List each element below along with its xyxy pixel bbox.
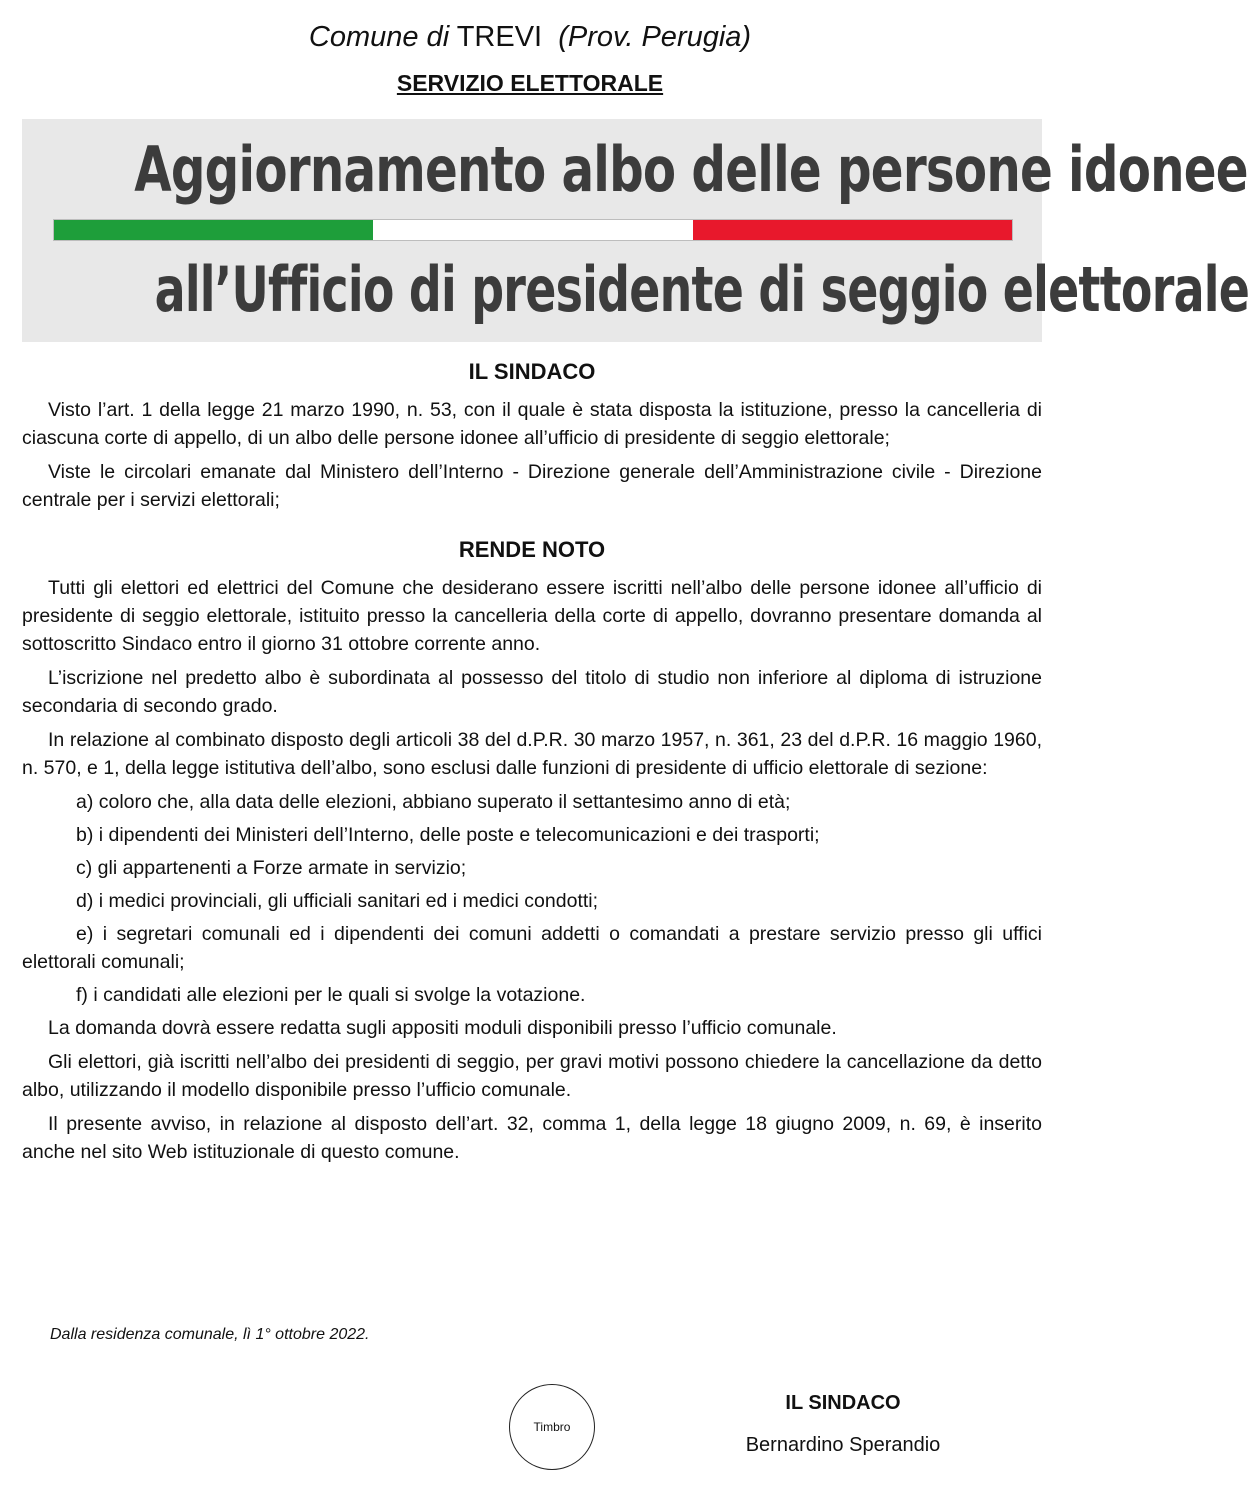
list-item: d) i medici provinciali, gli ufficiali sanitari ed i medici condotti; (76, 890, 599, 912)
flag-green (54, 220, 373, 240)
section-title-il-sindaco: IL SINDACO (468, 359, 596, 384)
paragraph-visto: Visto l’art. 1 della legge 21 marzo 1990, n. 53, con il quale è stata disposta la istituzione, presso la cancelleria di ciascuna corte di appello, di un albo delle persone idonee all’ufficio di presidente di seggio elettorale; (22, 399, 1042, 449)
paragraph-iscrizione: L’iscrizione nel predetto albo è subordinata al possesso del titolo di studio non inferiore al diploma di istruzione secondaria di secondo grado. (22, 667, 1042, 717)
list-item: c) gli appartenenti a Forze armate in servizio; (76, 857, 467, 879)
paragraph-esclusi: In relazione al combinato disposto degli articoli 38 del d.P.R. 30 marzo 1957, n. 361, 23 del d.P.R. 16 maggio 1960, n. 570, e 1, della legge istitutiva dell’albo, sono esclusi dalle funzioni di presidente di ufficio elettorale di sezione: (22, 729, 1042, 779)
banner-title-line2: all’Ufficio di presidente di seggio elettorale (154, 253, 1249, 326)
date-line: Dalla residenza comunale, lì 1° ottobre 2022. (50, 1326, 370, 1343)
banner (22, 119, 1249, 342)
signature-name: Bernardino Sperandio (745, 1434, 941, 1456)
province: (Prov. Perugia) (558, 21, 752, 53)
list-item: f) i candidati alle elezioni per le quali si svolge la votazione. (76, 984, 586, 1006)
italian-flag-stripe (53, 219, 1013, 241)
list-item: a) coloro che, alla data delle elezioni, abbiano superato il settantesimo anno di età; (76, 791, 791, 813)
paragraph-viste: Viste le circolari emanate dal Ministero dell’Interno - Direzione generale dell’Amministrazione civile - Direzione centrale per i servizi elettorali; (22, 461, 1042, 511)
list-item: e) i segretari comunali ed i dipendenti dei comuni addetti o comandati a prestare servizio presso gli uffici elettorali comunali; (22, 923, 1042, 973)
header-comune (0, 18, 1060, 56)
paragraph-cancellazione: Gli elettori, già iscritti nell’albo dei presidenti di seggio, per gravi motivi possono chiedere la cancellazione da detto albo, utilizzando il modello disponibile presso l’ufficio comunale. (22, 1051, 1042, 1101)
flag-white (373, 220, 692, 240)
stamp-label: Timbro (533, 1420, 571, 1434)
comune-name: TREVI (456, 21, 543, 53)
stamp-circle (509, 1384, 595, 1470)
section-title-rende-noto: RENDE NOTO (458, 537, 606, 562)
paragraph-domanda: La domanda dovrà essere redatta sugli appositi moduli disponibili presso l’ufficio comunale. (48, 1017, 837, 1039)
signature-title: IL SINDACO (785, 1392, 901, 1414)
banner-title-line1: Aggiornamento albo delle persone idonee (134, 133, 1248, 206)
comune-prefix: Comune di (308, 21, 450, 53)
document-body (22, 356, 1042, 1172)
flag-red (693, 220, 1012, 240)
list-item: b) i dipendenti dei Ministeri dell’Interno, delle poste e telecomunicazioni e dei trasporti; (76, 824, 820, 846)
paragraph-elettori: Tutti gli elettori ed elettrici del Comune che desiderano essere iscritti nell’albo delle persone idonee all’ufficio di presidente di seggio elettorale, istituito presso la cancelleria della corte di appello, dovranno presentare domanda al sottoscritto Sindaco entro il giorno 31 ottobre corrente anno. (22, 577, 1042, 655)
paragraph-avviso: Il presente avviso, in relazione al disposto dell’art. 32, comma 1, della legge 18 giugno 2009, n. 69, è inserito anche nel sito Web istituzionale di questo comune. (22, 1113, 1042, 1163)
service-title: SERVIZIO ELETTORALE (396, 70, 664, 96)
